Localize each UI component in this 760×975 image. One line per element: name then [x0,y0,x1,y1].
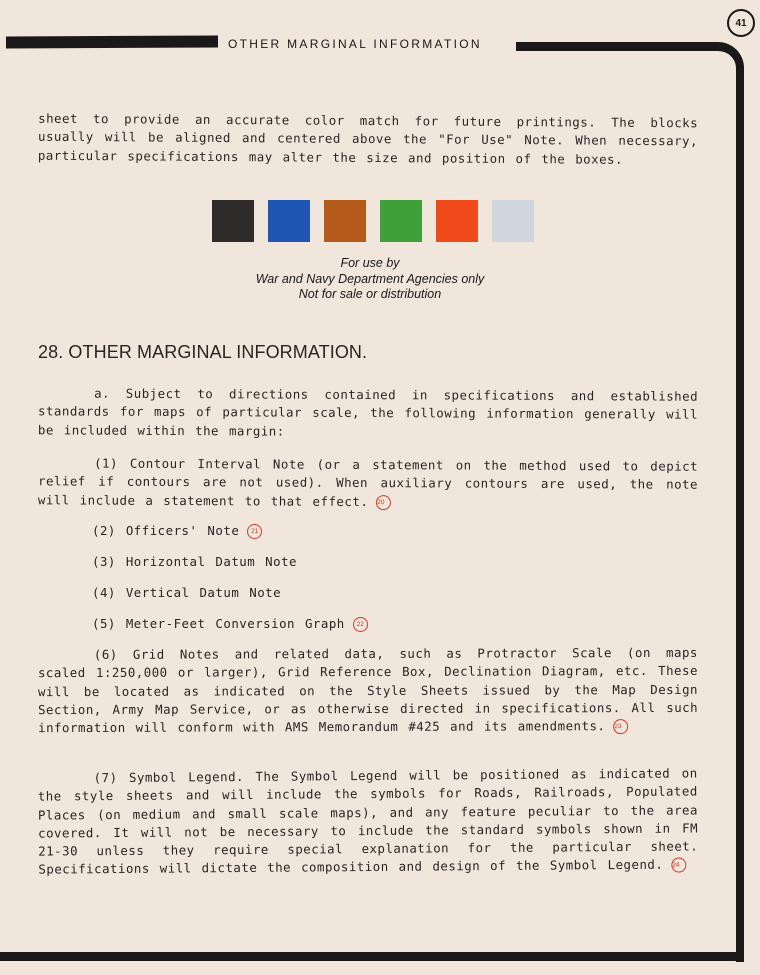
list-item-6-text: (6) Grid Notes and related data, such as Protractor Scale (on maps scaled 1:250,000 or larger), Grid Reference Box, Declination Diagram, etc. These will be located as indicated on the Style Sheets issued by the Map Design Section, Army Map Service, or as otherwise directed in specifications. All such information will conform with AMS Memorandum #425 and its amendments. [37,644,699,736]
intro-paragraph: sheet to provide an accurate color match for future printings. The blocks usually will be aligned and centered above the "For Use" Note. When necessary, particular specifications may alter the size and position of the boxes. [37,110,699,167]
list-item-1-text: (1) Contour Interval Note (or a statement on the method used to depict relief if contours are not used). When auxiliary contours are used, the note will include a statement to that effect. [37,455,699,509]
reference-marker: 23 [613,719,628,734]
list-item-1 [38,454,698,512]
reference-marker: 21 [247,524,262,539]
list-item-6 [38,644,698,738]
for-use-line-3: Not for sale or distribution [298,287,442,301]
for-use-note [210,256,530,303]
page-number: 41 [727,9,755,37]
list-item-3: (3) Horizontal Datum Note [92,554,297,569]
paragraph-a: a. Subject to directions contained in specifications and established standards for maps of particular scale, the following information generally will be included within the margin: [37,385,699,439]
swatch-gray [492,200,534,242]
swatch-green [380,200,422,242]
running-header-title: OTHER MARGINAL INFORMATION [228,37,482,51]
for-use-line-2: War and Navy Department Agencies only [255,271,485,286]
list-item-7 [38,764,699,879]
reference-marker: 22 [353,617,368,632]
list-item-4: (4) Vertical Datum Note [92,585,282,600]
list-item-5 [92,615,368,633]
swatch-red [436,200,478,242]
color-swatches [212,200,534,242]
list-item-7-text: (7) Symbol Legend. The Symbol Legend will be positioned as indicated on the style sheets and will include the symbols for Roads, Railroads, Populated Places (on medium and small scale maps), and any feature peculiar to the area covered. It will not be necessary to include the standard symbols shown in FM 21-30 unless they require special explanation for the particular sheet. Specifications will dictate the composition and design of the Symbol Legend. [37,765,699,878]
swatch-black [212,200,254,242]
list-item-2 [92,522,262,540]
swatch-brown [324,200,366,242]
list-item-2-text: (2) Officers' Note [92,523,240,538]
reference-marker: 20 [376,495,391,510]
swatch-blue [268,200,310,242]
page-frame-bottom-rule [0,952,744,961]
header-rule-left [6,35,218,48]
section-heading: 28. OTHER MARGINAL INFORMATION. [38,342,368,362]
for-use-line-1: For use by [340,256,400,270]
reference-marker: 24 [671,858,686,873]
list-item-5-text: (5) Meter-Feet Conversion Graph [92,616,345,631]
